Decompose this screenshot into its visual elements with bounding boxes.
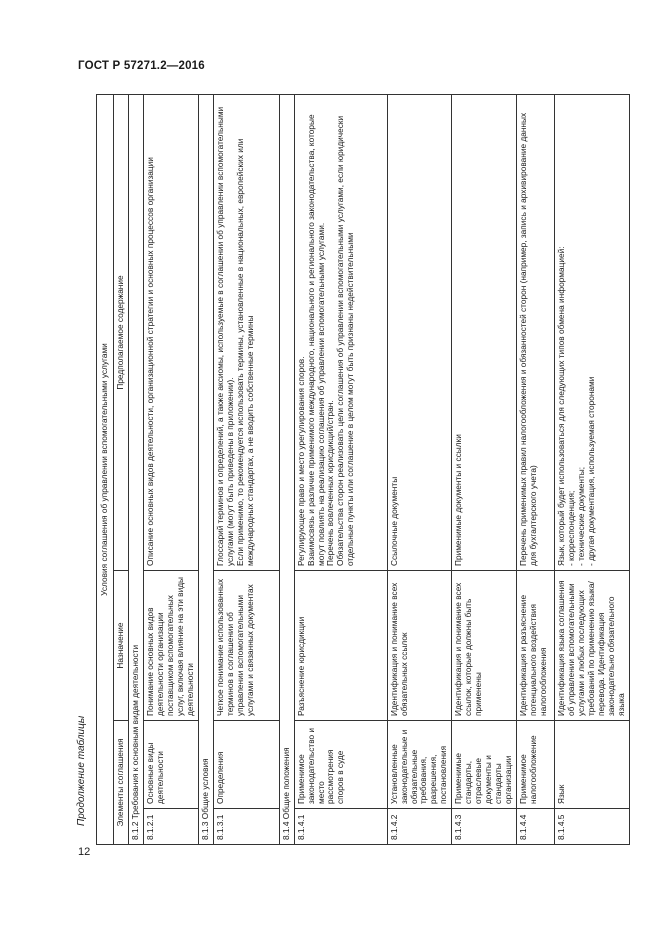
row-content <box>294 95 387 571</box>
content-line: Описание основных видов деятельности, организационной стратегии и основных процессов организации <box>144 157 155 566</box>
row-element: Применимые стандарты, отраслевые документы и стандарты организации <box>452 721 517 809</box>
content-line: Если применимо, то рекомендуется использовать термины, установленные в национальных, европейских или международных стандартах, а не вводить собственные термины <box>234 138 255 566</box>
row-purpose: Разъяснение юрисдикции <box>294 571 387 721</box>
table-row-8-1-4-4 <box>517 95 555 845</box>
table-row-8-1-4-1 <box>294 95 387 845</box>
page-number: 12 <box>78 846 91 858</box>
row-element: Применимое законодательство и место рассмотрения споров в суде <box>294 721 387 809</box>
content-line: - другая документация, используемая сторонами <box>585 376 596 566</box>
content-line: - технические документы; <box>575 466 586 566</box>
row-number: 8.1.4.3 <box>452 809 517 845</box>
section-title: 8.1.2 Требования к основным видам деятельности <box>129 95 144 845</box>
row-content <box>555 95 630 571</box>
table-row-8-1-4-2 <box>387 95 452 845</box>
row-element: Определения <box>213 721 279 809</box>
row-purpose: Идентификация языка соглашения об управлении вспомогательными услугами и любых последующих требований по применению языка/перевода. Идентификация законодательно обязательного языка <box>555 571 630 721</box>
row-purpose: Идентификация и понимание всех обязательных ссылок <box>387 571 452 721</box>
row-content <box>143 95 198 571</box>
row-purpose: Идентификация и разъяснение потенциального воздействия налогообложения <box>517 571 555 721</box>
section-title: 8.1.4 Общие положения <box>279 95 294 845</box>
column-header-content: Предполагаемое содержание <box>114 95 129 571</box>
row-element: Язык <box>555 721 630 809</box>
content-line: Язык, который будет использоваться для следующих типов обмена информацией: <box>556 246 567 566</box>
row-number: 8.1.4.4 <box>517 809 555 845</box>
table-row-8-1-2-1 <box>143 95 198 845</box>
content-line: Взаимосвязь и различие применимого международного, национального и регионального законодательства, которые могут повлиять на реализацию соглашения об управлении вспомогательными услугами. <box>305 114 326 566</box>
row-number: 8.1.4.2 <box>387 809 452 845</box>
continuation-label: Продолжение таблицы <box>76 715 87 826</box>
content-line: Перечень вовлеченных юрисдикций/стран. <box>325 400 336 566</box>
content-line: - корреспонденция; <box>566 490 577 566</box>
row-number: 8.1.4.5 <box>555 809 630 845</box>
section-row-8-1-4 <box>279 95 294 845</box>
content-line: Обязательства сторон реализовать цели соглашения об управлении вспомогательными услугами, если юридически отдельные пункты или соглашение в целом могут быть признаны недействительными <box>335 115 356 566</box>
row-purpose: Четкое понимание использованных терминов в соглашении об управлении вспомогательными услугами и связанных документах <box>213 571 279 721</box>
row-content <box>452 95 517 571</box>
row-number: 8.1.2.1 <box>143 809 198 845</box>
row-purpose: Идентификация и понимание всех ссылок, которые должны быть применены <box>452 571 517 721</box>
row-number: 8.1.4.1 <box>294 809 387 845</box>
table-header-top: Условия соглашения об управлении вспомогательными услугами <box>97 95 114 845</box>
row-element: Применимое налогообложение <box>517 721 555 809</box>
table-header-columns-row <box>114 95 129 845</box>
content-line: Перечень применимых правил налогообложения и обязанностей сторон (например, запись и архивирование данных для бухгалтерского учета) <box>518 112 539 566</box>
row-content <box>213 95 279 571</box>
row-content <box>387 95 452 571</box>
content-line: Ссылочные документы <box>388 476 399 566</box>
agreement-terms-table <box>96 94 630 845</box>
row-content <box>517 95 555 571</box>
row-element: Основные виды деятельности <box>143 721 198 809</box>
document-title: ГОСТ Р 57271.2—2016 <box>78 60 205 72</box>
column-header-purpose: Назначение <box>114 571 129 721</box>
content-line: Применимые документы и ссылки <box>453 434 464 566</box>
row-element: Установленные законодательные и обязательные требования, разрешения, постановления <box>387 721 452 809</box>
row-purpose: Понимание основных видов деятельности организации поставщиком вспомогательных услуг, включая влияние на эти виды деятельности <box>143 571 198 721</box>
section-row-8-1-2 <box>129 95 144 845</box>
column-header-elements: Элементы соглашения <box>114 721 129 845</box>
content-line: Глоссарий терминов и определений, а также аксиомы, используемые в соглашении об управлении вспомогательными услугами (могут быть приведены в приложении). <box>214 106 235 566</box>
table-row-8-1-4-3 <box>452 95 517 845</box>
rotated-table-wrapper <box>96 95 626 845</box>
section-title: 8.1.3 Общие условия <box>198 95 213 845</box>
content-line: Регулирующее право и место урегулирования споров. <box>295 356 306 566</box>
row-number: 8.1.3.1 <box>213 809 279 845</box>
section-row-8-1-3 <box>198 95 213 845</box>
table-row-8-1-3-1 <box>213 95 279 845</box>
table-row-8-1-4-5 <box>555 95 630 845</box>
table-header-top-row <box>97 95 114 845</box>
